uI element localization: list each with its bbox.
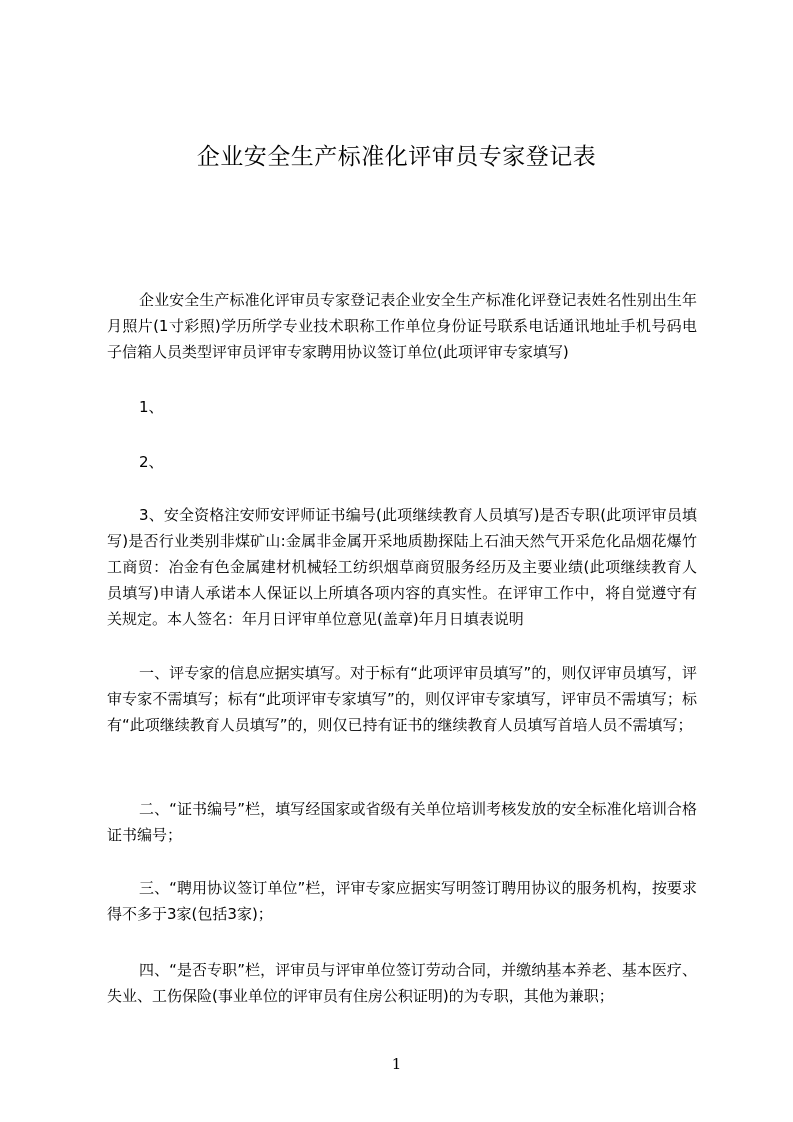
page-number: 1 [391, 1055, 402, 1073]
document-title: 企业安全生产标准化评审员专家登记表 [196, 144, 597, 170]
list-item-2: 2、 [139, 453, 164, 471]
instruction-2: 二、“证书编号”栏，填写经国家或省级有关单位培训考核发放的安全标准化培训合格证书编号； [107, 800, 697, 844]
instruction-1: 一、评专家的信息应据实填写。对于标有“此项评审员填写”的，则仅评审员填写，评审专家不需填写；标有“此项评审专家填写”的，则仅评审专家填写，评审员不需填写；标有“此项继续教育人员填写”的，则仅已持有证书的继续教育人员填写首培人员不需填写； [107, 664, 697, 734]
instruction-3: 三、“聘用协议签订单位”栏，评审专家应据实写明签订聘用协议的服务机构，按要求得不多于3家(包括3家)； [107, 879, 697, 923]
list-item-1: 1、 [139, 398, 164, 416]
qualification-paragraph: 3、安全资格注安师安评师证书编号(此项继续教育人员填写)是否专职(此项评审员填写)是否行业类别非煤矿山:金属非金属开采地质勘探陆上石油天然气开采危化品烟花爆竹工商贸：冶金有色金属建材机械轻工纺织烟草商贸服务经历及主要业绩(此项继续教育人员填写)申请人承诺本人保证以上所填各项内容的真实性。在评审工作中，将自觉遵守有关规定。本人签名：年月日评审单位意见(盖章)年月日填表说明 [107, 506, 697, 628]
intro-paragraph: 企业安全生产标准化评审员专家登记表企业安全生产标准化评登记表姓名性别出生年月照片(1寸彩照)学历所学专业技术职称工作单位身份证号联系电话通讯地址手机号码电子信箱人员类型评审员评审专家聘用协议签订单位(此项评审专家填写) [107, 291, 697, 361]
instruction-4: 四、“是否专职”栏，评审员与评审单位签订劳动合同，并缴纳基本养老、基本医疗、失业、工伤保险(事业单位的评审员有住房公积证明)的为专职，其他为兼职； [107, 961, 697, 1005]
